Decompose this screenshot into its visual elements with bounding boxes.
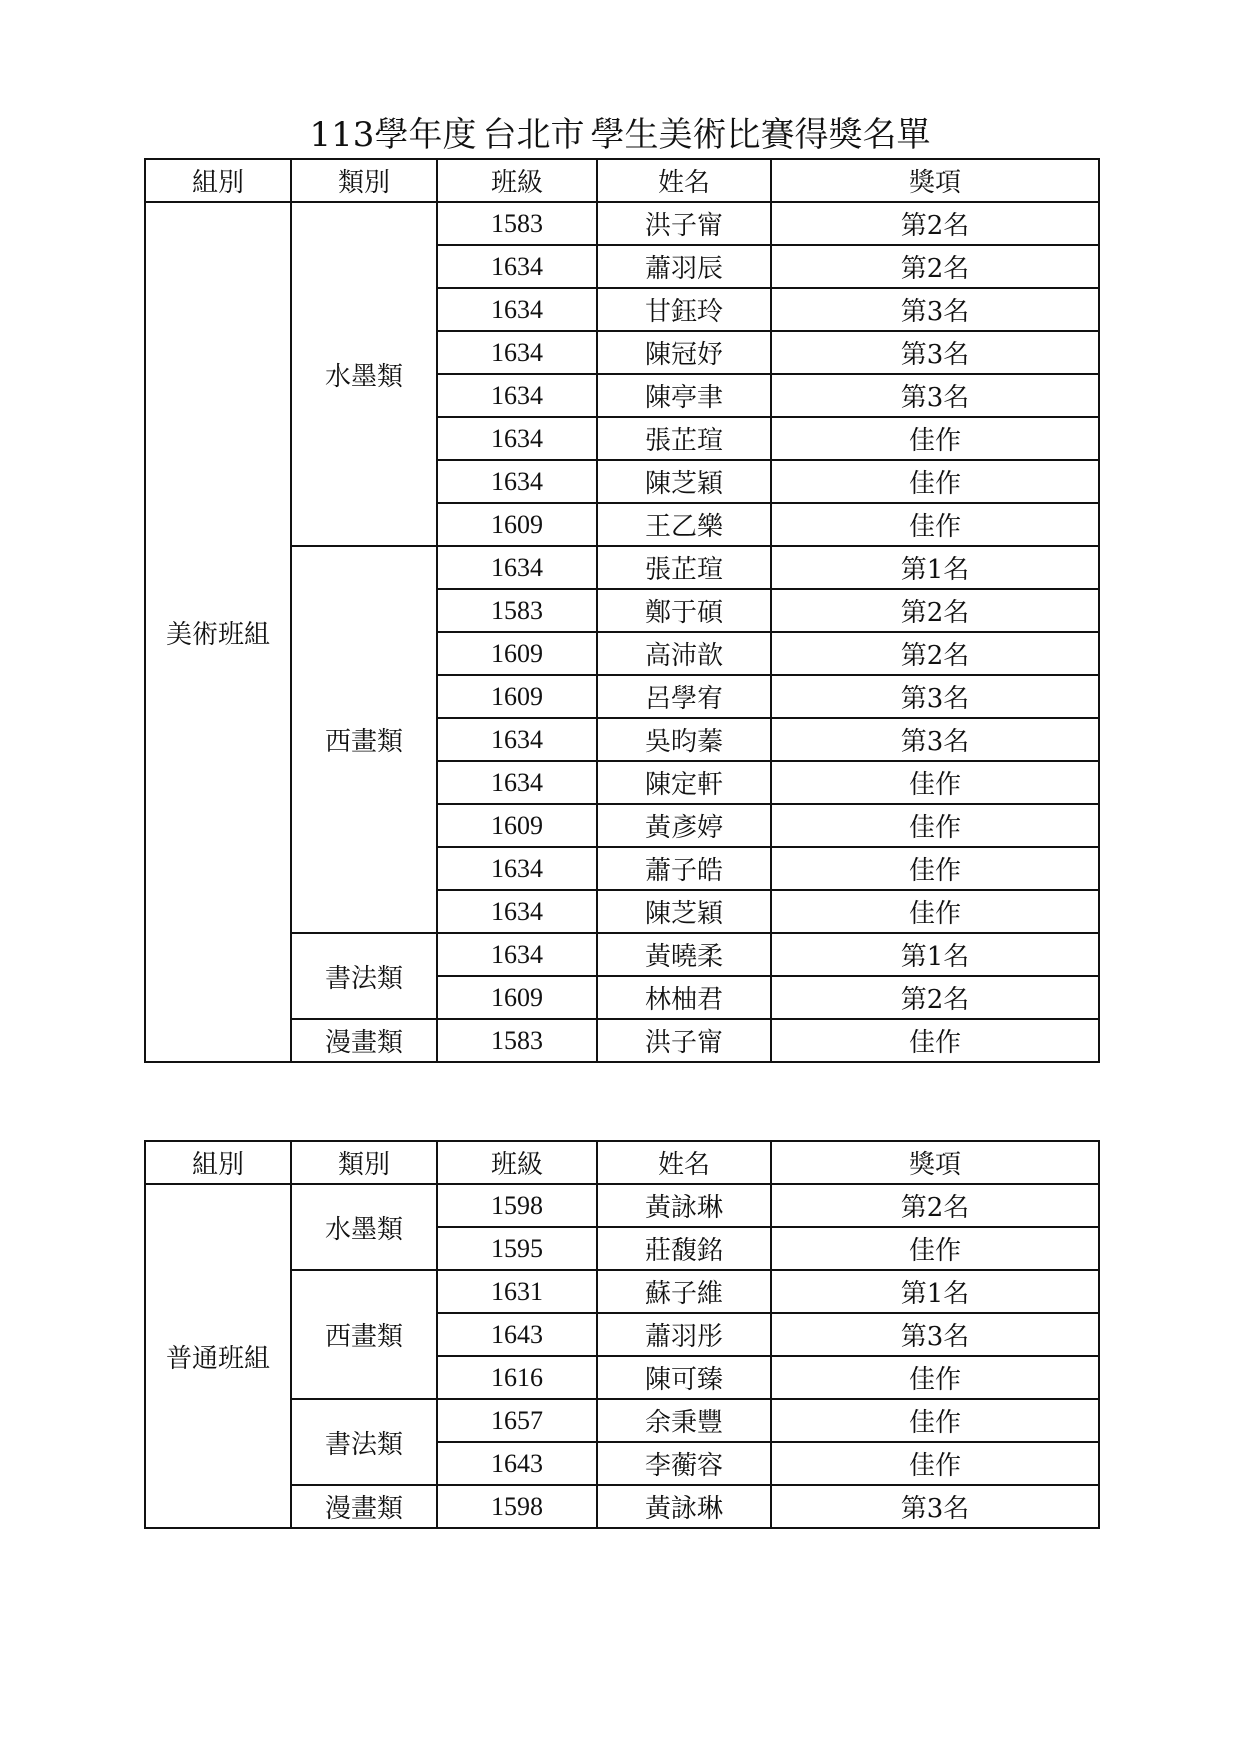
column-header: 班級 [437,159,597,202]
name-cell: 陳芝穎 [597,460,771,503]
name-cell: 余秉豐 [597,1399,771,1442]
name-cell: 蕭羽辰 [597,245,771,288]
class-cell: 1634 [437,890,597,933]
class-cell: 1609 [437,675,597,718]
name-cell: 張芷瑄 [597,417,771,460]
name-cell: 洪子甯 [597,1019,771,1062]
class-cell: 1634 [437,933,597,976]
name-cell: 甘鈺玲 [597,288,771,331]
class-cell: 1634 [437,847,597,890]
award-cell: 佳作 [771,1356,1099,1399]
class-cell: 1609 [437,503,597,546]
award-cell: 第3名 [771,331,1099,374]
page-title [0,112,1240,158]
award-cell: 第1名 [771,546,1099,589]
award-cell: 第2名 [771,245,1099,288]
award-cell: 第2名 [771,976,1099,1019]
class-cell: 1657 [437,1399,597,1442]
award-cell: 第2名 [771,632,1099,675]
column-header: 獎項 [771,159,1099,202]
name-cell: 陳亭聿 [597,374,771,417]
class-cell: 1609 [437,976,597,1019]
class-cell: 1598 [437,1184,597,1227]
name-cell: 王乙樂 [597,503,771,546]
class-cell: 1634 [437,288,597,331]
class-cell: 1583 [437,1019,597,1062]
category-cell: 書法類 [291,933,437,1019]
award-cell: 第3名 [771,1485,1099,1528]
category-cell: 水墨類 [291,202,437,546]
title-city: 台北市 [482,115,585,155]
class-cell: 1583 [437,589,597,632]
award-cell: 佳作 [771,460,1099,503]
column-header: 組別 [145,159,291,202]
header-row [145,159,1099,202]
class-cell: 1634 [437,718,597,761]
category-cell: 西畫類 [291,546,437,933]
category-cell: 西畫類 [291,1270,437,1399]
class-cell: 1643 [437,1442,597,1485]
name-cell: 呂學宥 [597,675,771,718]
class-cell: 1634 [437,331,597,374]
column-header: 組別 [145,1141,291,1184]
column-header: 姓名 [597,1141,771,1184]
name-cell: 蕭子皓 [597,847,771,890]
award-cell: 佳作 [771,1227,1099,1270]
class-cell: 1598 [437,1485,597,1528]
title-subject: 學生美術比賽得獎名單 [590,115,931,155]
class-cell: 1634 [437,546,597,589]
award-cell: 佳作 [771,1399,1099,1442]
name-cell: 陳冠妤 [597,331,771,374]
name-cell: 吳昀蓁 [597,718,771,761]
award-table-general-class [144,1140,1100,1529]
award-cell: 佳作 [771,417,1099,460]
column-header: 獎項 [771,1141,1099,1184]
name-cell: 洪子甯 [597,202,771,245]
award-cell: 第2名 [771,1184,1099,1227]
column-header: 姓名 [597,159,771,202]
award-cell: 第1名 [771,1270,1099,1313]
name-cell: 黃詠琳 [597,1184,771,1227]
award-cell: 第3名 [771,288,1099,331]
class-cell: 1583 [437,202,597,245]
class-cell: 1643 [437,1313,597,1356]
header-row [145,1141,1099,1184]
name-cell: 李蘅容 [597,1442,771,1485]
title-year: 113學年度 [309,115,477,155]
class-cell: 1631 [437,1270,597,1313]
name-cell: 陳定軒 [597,761,771,804]
category-cell: 水墨類 [291,1184,437,1270]
class-cell: 1634 [437,245,597,288]
name-cell: 蕭羽彤 [597,1313,771,1356]
column-header: 類別 [291,159,437,202]
award-cell: 第3名 [771,1313,1099,1356]
group-cell: 美術班組 [145,202,291,1062]
name-cell: 陳芝穎 [597,890,771,933]
column-header: 班級 [437,1141,597,1184]
award-cell: 佳作 [771,503,1099,546]
name-cell: 黃曉柔 [597,933,771,976]
name-cell: 鄭于碩 [597,589,771,632]
category-cell: 書法類 [291,1399,437,1485]
award-cell: 第2名 [771,202,1099,245]
table-row [145,202,1099,245]
award-cell: 佳作 [771,1442,1099,1485]
award-cell: 第1名 [771,933,1099,976]
table-row [145,1184,1099,1227]
award-cell: 佳作 [771,804,1099,847]
class-cell: 1634 [437,417,597,460]
column-header: 類別 [291,1141,437,1184]
category-cell: 漫畫類 [291,1485,437,1528]
award-cell: 第3名 [771,675,1099,718]
class-cell: 1634 [437,460,597,503]
name-cell: 黃詠琳 [597,1485,771,1528]
class-cell: 1634 [437,761,597,804]
name-cell: 林柚君 [597,976,771,1019]
class-cell: 1616 [437,1356,597,1399]
name-cell: 蘇子維 [597,1270,771,1313]
class-cell: 1595 [437,1227,597,1270]
award-cell: 第2名 [771,589,1099,632]
name-cell: 張芷瑄 [597,546,771,589]
class-cell: 1634 [437,374,597,417]
group-cell: 普通班組 [145,1184,291,1528]
award-cell: 佳作 [771,890,1099,933]
award-table-art-class [144,158,1100,1063]
name-cell: 高沛歆 [597,632,771,675]
name-cell: 黃彥婷 [597,804,771,847]
class-cell: 1609 [437,632,597,675]
award-cell: 佳作 [771,761,1099,804]
class-cell: 1609 [437,804,597,847]
name-cell: 陳可臻 [597,1356,771,1399]
award-cell: 佳作 [771,847,1099,890]
award-cell: 第3名 [771,718,1099,761]
category-cell: 漫畫類 [291,1019,437,1062]
award-cell: 第3名 [771,374,1099,417]
award-cell: 佳作 [771,1019,1099,1062]
name-cell: 莊馥銘 [597,1227,771,1270]
